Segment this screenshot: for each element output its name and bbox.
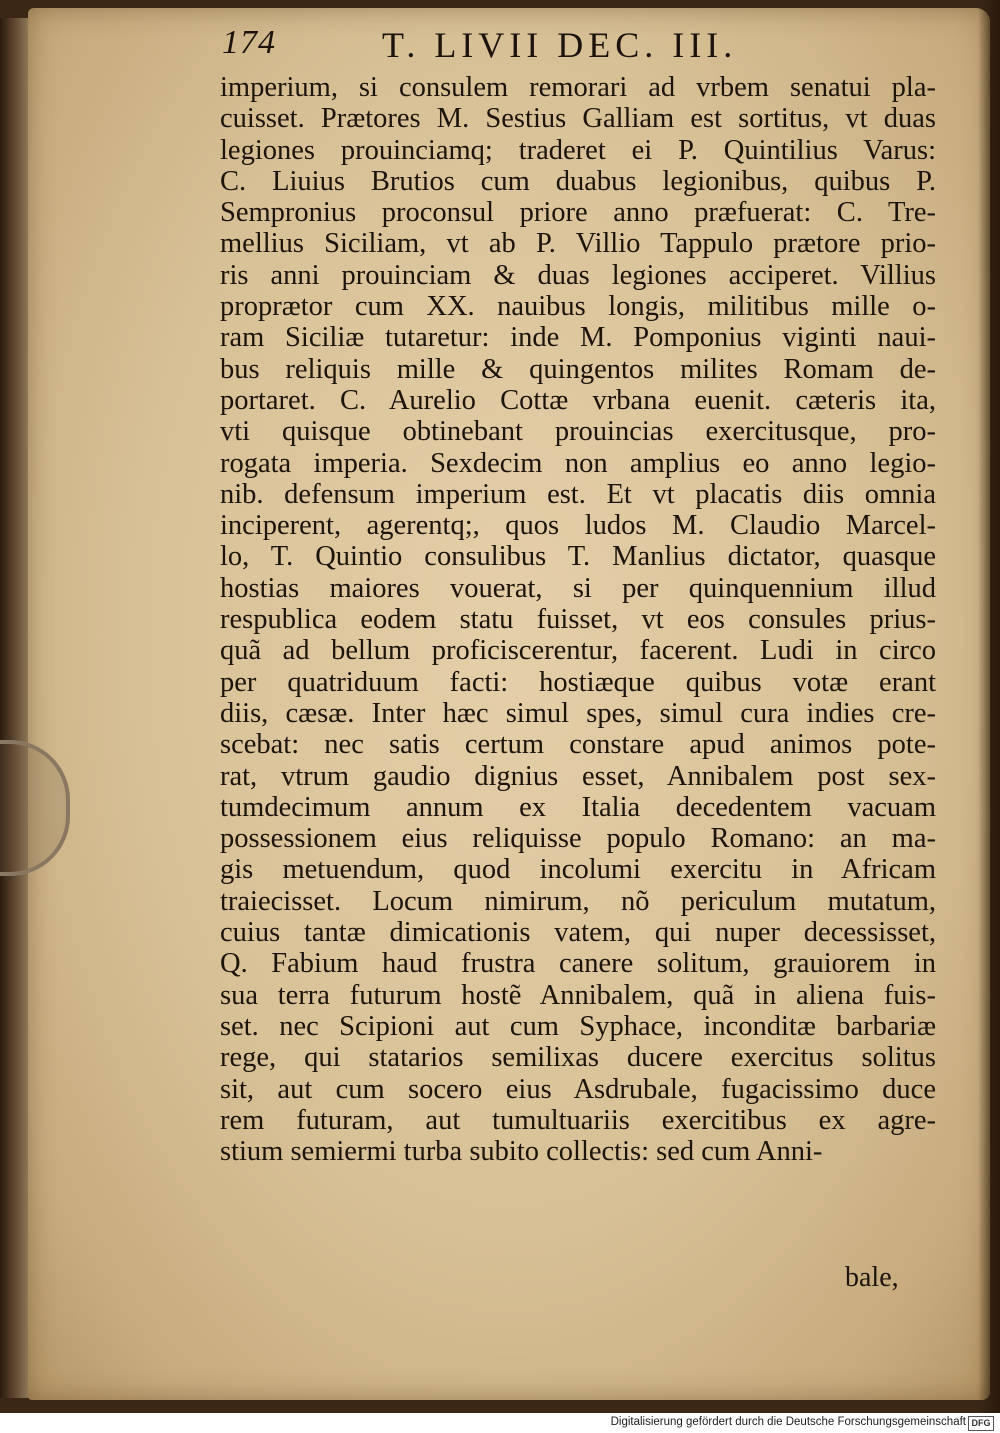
text-line: scebat: nec satis certum constare apud animos pote- <box>220 729 936 761</box>
text-line: proprætor cum XX. nauibus longis, militibus mille o- <box>220 291 936 323</box>
footer-bar <box>0 1413 1000 1433</box>
text-line: stium semiermi turba subito collectis: sed cum Anni- <box>220 1136 823 1168</box>
text-line: C. Liuius Brutios cum duabus legionibus, quibus P. <box>220 165 936 197</box>
funding-credit: Digitalisierung gefördert durch die Deutsche Forschungsgemeinschaft <box>610 1416 966 1428</box>
text-line: per quatriduum facti: hostiæque quibus votæ erant <box>220 666 936 698</box>
text-line: portaret. C. Aurelio Cottæ vrbana euenit. cæteris ita, <box>220 384 936 416</box>
text-line: ris anni prouinciam & duas legiones acciperet. Villius <box>220 259 936 291</box>
text-line: gis metuendum, quod incolumi exercitu in Africam <box>220 854 936 886</box>
text-line: tumdecimum annum ex Italia decedentem vacuam <box>220 791 936 823</box>
text-line: inciperent, agerentq;, quos ludos M. Claudio Marcel- <box>220 510 936 542</box>
text-line: rem futuram, aut tumultuariis exercitibus ex agre- <box>220 1104 936 1136</box>
text-line: sua terra futurum hostẽ Annibalem, quã in aliena fuis- <box>220 979 936 1011</box>
text-line: bus reliquis mille & quingentos milites Romam de- <box>220 353 936 385</box>
text-line: rogata imperia. Sexdecim non amplius eo anno legio- <box>220 447 936 479</box>
text-line: cuisset. Prætores M. Sestius Galliam est sortitus, vt duas <box>220 103 936 135</box>
text-line: quã ad bellum proficiscerentur, facerent. Ludi in circo <box>220 635 936 667</box>
text-line: sit, aut cum socero eius Asdrubale, fugacissimo duce <box>220 1073 936 1105</box>
dfg-logo: DFG <box>968 1416 994 1431</box>
text-line: hostias maiores vouerat, si per quinquennium illud <box>220 572 936 604</box>
text-line: Q. Fabium haud frustra canere solitum, grauiorem in <box>220 948 936 980</box>
text-line: imperium, si consulem remorari ad vrbem senatui pla- <box>220 72 936 103</box>
text-line: rat, vtrum gaudio dignius esset, Annibalem post sex- <box>220 760 936 792</box>
body-text <box>220 72 936 1167</box>
text-line: legiones prouinciamq; traderet ei P. Quintilius Varus: <box>220 134 936 166</box>
catchword: bale, <box>845 1262 899 1293</box>
text-line: Sempronius proconsul priore anno præfuerat: C. Tre- <box>220 197 936 229</box>
text-line: vti quisque obtinebant prouincias exercitusque, pro- <box>220 416 936 448</box>
text-line: possessionem eius reliquisse populo Romano: an ma- <box>220 823 936 855</box>
text-line: respublica eodem statu fuisset, vt eos consules prius- <box>220 604 936 636</box>
text-line: mellius Siciliam, vt ab P. Villio Tappulo prætore prio- <box>220 228 936 260</box>
text-line: lo, T. Quintio consulibus T. Manlius dictator, quasque <box>220 541 936 573</box>
text-line: cuius tantæ dimicationis vatem, qui nuper decessisset, <box>220 917 936 949</box>
text-line: traiecisset. Locum nimirum, nõ periculum mutatum, <box>220 885 936 917</box>
text-line: diis, cæsæ. Inter hæc simul spes, simul cura indies cre- <box>220 697 936 729</box>
page-shadow <box>978 0 1000 1413</box>
text-line: rege, qui statarios semilixas ducere exercitus solitus <box>220 1042 936 1074</box>
page-number: 174 <box>222 24 276 61</box>
text-line: set. nec Scipioni aut cum Syphace, inconditæ barbariæ <box>220 1010 936 1042</box>
text-line: ram Siciliæ tutaretur: inde M. Pomponius viginti naui- <box>220 322 936 354</box>
running-title: T. LIVII DEC. III. <box>382 25 738 65</box>
text-line: nib. defensum imperium est. Et vt placatis diis omnia <box>220 478 936 510</box>
